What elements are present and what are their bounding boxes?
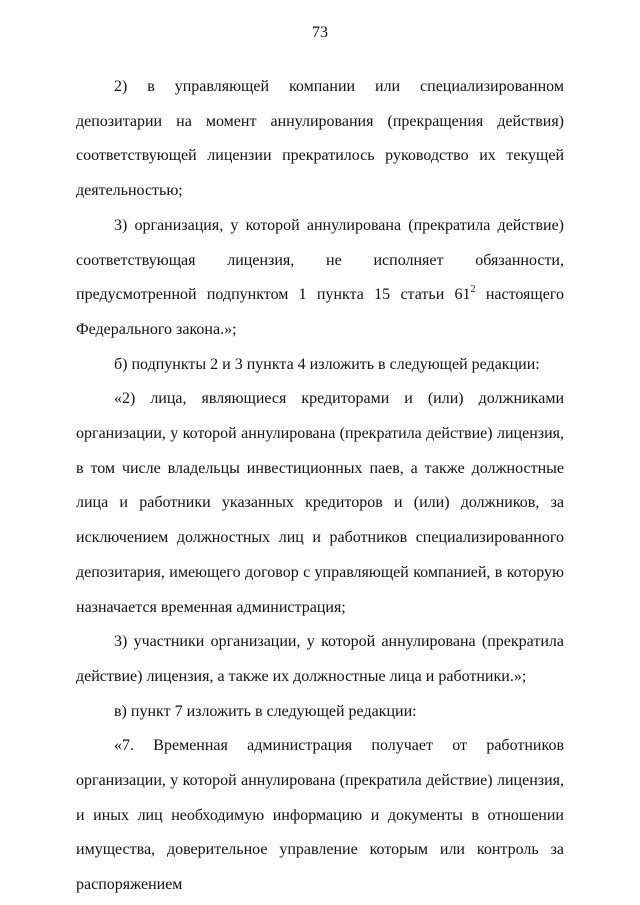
paragraph-7-administration: «7. Временная администрация получает от работников организации, у которой аннулирована (прекратила действие) лицензия, и иных лиц необходимую информацию и документы в отношении имущества, доверительное управление которым или контроль за распоряжением <box>76 737 564 894</box>
paragraph-3-organization <box>76 209 564 348</box>
paragraph-3-participants: 3) участники организации, у которой аннулирована (прекратила действие) лицензия, а также их должностные лица и работники.»; <box>76 633 564 685</box>
article-superscript: 2 <box>470 284 476 296</box>
document-body <box>76 70 564 903</box>
paragraph-2-persons: «2) лица, являющиеся кредиторами и (или) должниками организации, у которой аннулирована (прекратила действие) лицензия, в том числе владельцы инвестиционных паев, а также должностные лица и работники указанных кредиторов и (или) должников, за исключением должностных лиц и работников специализированного депозитария, имеющего договор с управляющей компанией, в которую назначается временная администрация; <box>76 390 564 616</box>
paragraph-3-text: 3) организация, у которой аннулирована (прекратила действие) соответствующая лицензия, не исполняет обязанности, предусмотренной подпунктом 1 пункта 15 статьи 61 <box>76 216 564 304</box>
paragraph-3-tail: настоящего Федерального закона.»; <box>76 286 565 338</box>
paragraph-v-amendment: в) пункт 7 изложить в следующей редакции: <box>114 702 417 720</box>
page-number: 73 <box>312 24 328 41</box>
paragraph-b-amendment: б) подпункты 2 и 3 пункта 4 изложить в следующей редакции: <box>114 355 540 373</box>
paragraph-2-management: 2) в управляющей компании или специализированном депозитарии на момент аннулирования (прекращения действия) соответствующей лицензии прекратилось руководство их текущей деятельностью; <box>76 78 564 200</box>
